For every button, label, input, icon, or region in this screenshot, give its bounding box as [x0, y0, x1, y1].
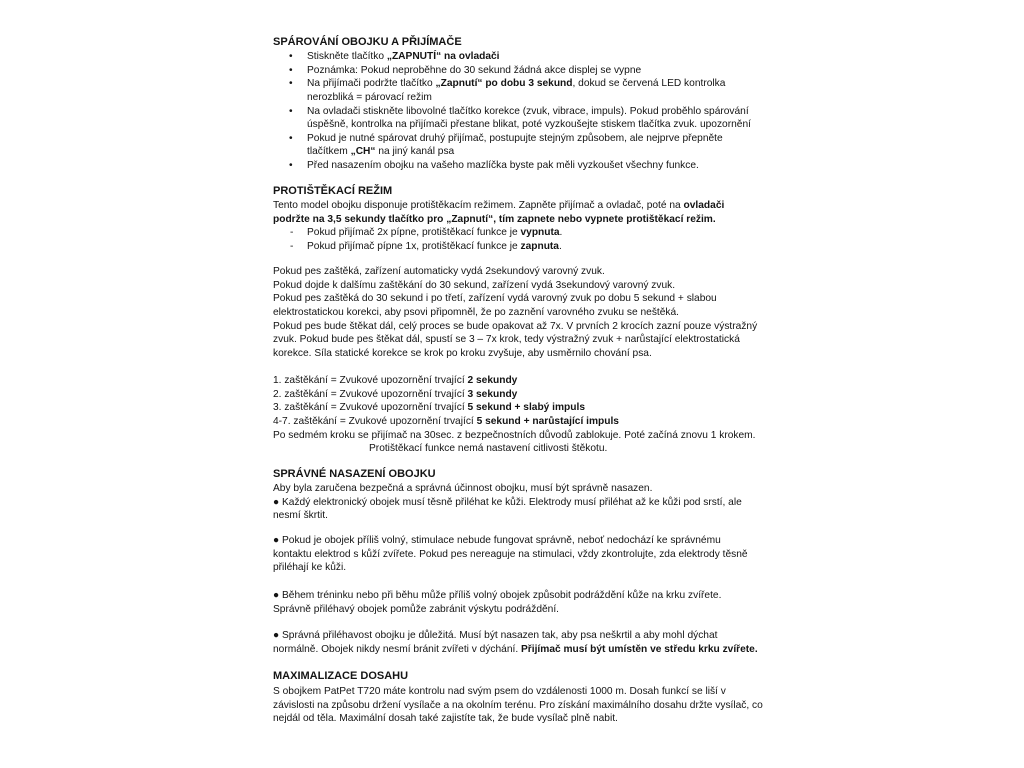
step-text-bold: „ZAPNUTÍ“ na ovladači	[386, 51, 500, 63]
list-item	[273, 240, 562, 254]
paragraph-line: zvuk. Pokud bude pes štěkat dál, spustí se 3 – 7x krok, tedy výstražný zvuk + narůstající elektrostatická	[273, 334, 740, 346]
status-text: Pokud přijímač pípne 1x, protištěkací funkce je	[307, 240, 521, 252]
paragraph-line: ● Každý elektronický obojek musí těsně přiléhat ke kůži. Elektrody musí přiléhat až ke kůži pod srstí, ale	[273, 496, 742, 508]
step-text: Před nasazením obojku na vašeho mazlíčka byste pak měli vyzkoušet všechny funkce.	[307, 159, 699, 171]
step-text-bold: „Zapnutí“ po dobu 3 sekund	[435, 78, 573, 90]
paragraph-line: Pokud dojde k dalšímu zaštěkání do 30 sekund, zařízení vydá 3sekundový varovný zvuk.	[273, 279, 676, 291]
paragraph-line: kontaktu elektrod s kůží zvířete. Pokud pes nereaguje na stimulaci, vždy zkontrolujte, zda elektrody těsně	[273, 548, 748, 560]
level-row	[273, 388, 755, 402]
level-text: 1. zaštěkání = Zvukové upozornění trvající	[273, 375, 468, 387]
intro-text-bold: ovladači	[683, 200, 725, 212]
fitting-intro-block	[273, 482, 742, 523]
list-item	[273, 50, 751, 64]
level-text: 3. zaštěkání = Zvukové upozornění trvající	[273, 402, 468, 414]
lock-note: Po sedmém kroku se přijímač na 30sec. z bezpečnostních důvodů zablokuje. Poté začíná znovu 1 krokem.	[273, 429, 756, 441]
fitting-point	[273, 629, 758, 656]
level-row	[273, 401, 755, 415]
paragraph-line: ● Během tréninku nebo při běhu může příliš volný obojek způsobit podráždění kůže na krku zvířete.	[273, 590, 722, 602]
antibark-status-list	[273, 226, 562, 253]
paragraph-line: Pokud pes zaštěká, zařízení automaticky vydá 2sekundový varovný zvuk.	[273, 266, 605, 278]
paragraph-line: elektrostatickou korekci, aby psovi připomněl, že po zaznění varovného zvuku se neštěká.	[273, 306, 680, 318]
paragraph-line: ● Správná přiléhavost obojku je důležitá. Musí být nasazen tak, aby psa neškrtil a aby mohl dýchat	[273, 630, 718, 642]
paragraph-line: nejdál od těla. Maximální dosah také zajistíte tak, že bude vysílač plně nabit.	[273, 713, 618, 725]
step-text: Poznámka: Pokud neproběhne do 30 sekund žádná akce displej se vypne	[307, 64, 642, 76]
level-text: 4-7. zaštěkání = Zvukové upozornění trvající	[273, 415, 477, 427]
level-value: 5 sekund + slabý impuls	[467, 402, 586, 414]
section-heading-pairing: SPÁROVÁNÍ OBOJKU A PŘIJÍMAČE	[273, 36, 462, 48]
paragraph-line: Pokud pes bude štěkat dál, celý proces se bude opakovat až 7x. V prvních 2 krocích zazní pouze výstražný	[273, 320, 758, 332]
level-text: 2. zaštěkání = Zvukové upozornění trvající	[273, 388, 468, 400]
range-paragraph	[273, 685, 763, 726]
list-item	[273, 64, 751, 78]
paragraph-line: S obojkem PatPet T720 máte kontrolu nad svým psem do vzdálenosti 1000 m. Dosah funkcí se liší v	[273, 686, 726, 698]
level-row	[273, 415, 755, 429]
intro-text-bold: podržte na 3,5 sekundy tlačítko pro „Zapnutí“, tím zapnete nebo vypnete protištěkací režim.	[273, 213, 716, 225]
step-text: tlačítkem	[307, 146, 351, 158]
paragraph-line: závislosti na způsobu držení vysílače a na okolním terénu. Pro získání maximálního dosahu držte vysílač, co	[273, 699, 763, 711]
fitting-point	[273, 589, 721, 616]
status-value: vypnuta	[520, 227, 560, 239]
paragraph-line: přiléhají ke kůži.	[273, 562, 347, 574]
intro-text: Tento model obojku disponuje protištěkacím režimem. Zapněte přijímač a ovladač, poté na	[273, 200, 684, 212]
step-text: Na ovladači stiskněte libovolné tlačítko korekce (zvuk, vibrace, impuls). Pokud proběhlo spárování	[307, 105, 749, 117]
list-item	[273, 77, 751, 104]
level-row	[273, 374, 755, 388]
step-text: úspěšně, kontrolka na přijímači přestane blikat, poté vyzkoušejte stiskem tlačítka zvuk. upozornění	[307, 119, 751, 131]
step-text: nerozbliká = párovací režim	[307, 91, 432, 103]
step-text: Na přijímači podržte tlačítko	[307, 78, 436, 90]
step-text: , dokud se červená LED kontrolka	[572, 78, 726, 90]
list-item	[273, 226, 562, 240]
antibark-intro	[273, 199, 724, 226]
step-text-bold: „CH“	[350, 146, 376, 158]
paragraph-line: Správně přiléhavý obojek pomůže zabránit výskytu podráždění.	[273, 603, 559, 615]
section-heading-antibark: PROTIŠTĚKACÍ REŽIM	[273, 185, 393, 197]
fitting-point	[273, 534, 748, 575]
level-value: 2 sekundy	[467, 375, 518, 387]
pairing-steps-list	[273, 50, 751, 172]
status-text: .	[558, 240, 562, 252]
antibark-sequence-paragraph	[273, 265, 757, 360]
fitting-intro: Aby byla zaručena bezpečná a správná účinnost obojku, musí být správně nasazen.	[273, 483, 653, 495]
step-text: na jiný kanál psa	[375, 146, 455, 158]
paragraph-text: normálně. Obojek nikdy nesmí bránit zvířeti v dýchání.	[273, 643, 522, 655]
level-value: 5 sekund + narůstající impuls	[476, 415, 619, 427]
antibark-levels-list	[273, 374, 755, 456]
paragraph-line	[273, 643, 758, 657]
paragraph-line: ● Pokud je obojek příliš volný, stimulace nebude fungovat správně, neboť nedochází ke správnému	[273, 535, 721, 547]
step-text: Pokud je nutné spárovat druhý přijímač, postupujte stejným způsobem, ale nejprve přepněte	[307, 132, 723, 144]
section-heading-range: MAXIMALIZACE DOSAHU	[273, 670, 409, 682]
paragraph-line: nesmí škrtit.	[273, 510, 328, 522]
status-text: Pokud přijímač 2x pípne, protištěkací funkce je	[307, 227, 521, 239]
sensitivity-note: Protištěkací funkce nemá nastavení citlivosti štěkotu.	[369, 443, 608, 455]
step-text: Stiskněte tlačítko	[307, 51, 387, 63]
list-item	[273, 159, 751, 173]
section-heading-fitting: SPRÁVNÉ NASAZENÍ OBOJKU	[273, 468, 436, 480]
status-value: zapnuta	[520, 240, 559, 252]
paragraph-text-bold: Přijímač musí být umístěn ve středu krku zvířete.	[521, 643, 758, 655]
list-item	[273, 132, 751, 159]
status-text: .	[559, 227, 563, 239]
level-value: 3 sekundy	[467, 388, 518, 400]
paragraph-line: korekce. Síla statické korekce se krok po kroku zvyšuje, aby usměrnilo chování psa.	[273, 347, 652, 359]
list-item	[273, 105, 751, 132]
paragraph-line: Pokud pes zaštěká do 30 sekund i po třetí, zařízení vydá varovný zvuk po dobu 5 sekund + slabou	[273, 293, 717, 305]
